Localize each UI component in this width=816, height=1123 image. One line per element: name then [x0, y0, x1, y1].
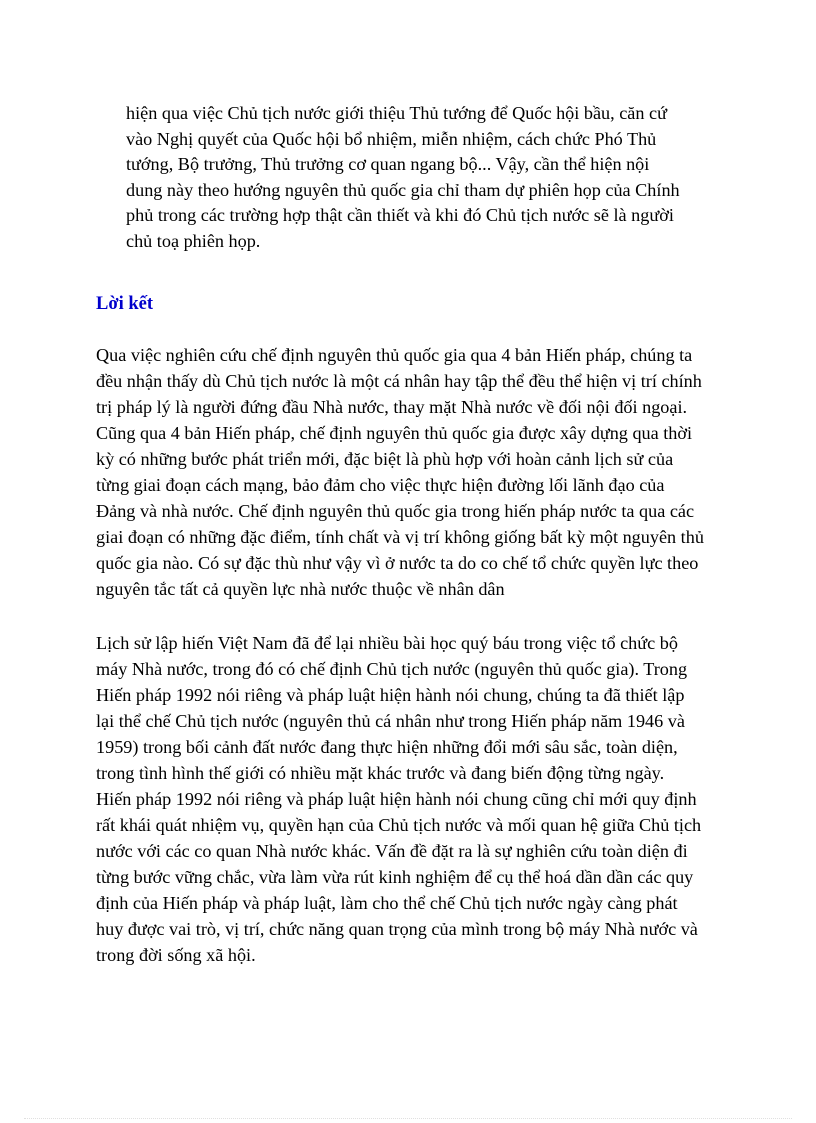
text-line: máy Nhà nước, trong đó có chế định Chủ tịch nước (nguyên thủ quốc gia). Trong: [96, 659, 688, 679]
text-line: định của Hiến pháp và pháp luật, làm cho thể chế Chủ tịch nước ngày càng phát: [96, 893, 678, 913]
text-line: dung này theo hướng nguyên thủ quốc gia chỉ tham dự phiên họp của Chính: [126, 179, 680, 200]
text-line: Cũng qua 4 bản Hiến pháp, chế định nguyên thủ quốc gia được xây dựng qua thời: [96, 423, 693, 443]
text-line: trị pháp lý là người đứng đầu Nhà nước, thay mặt Nhà nước về đối nội đối ngoại.: [96, 397, 688, 417]
text-line: trong tình hình thế giới có nhiều mặt khác trước và đang biến động từng ngày.: [96, 763, 665, 783]
conclusion-paragraph-1: [96, 342, 726, 602]
text-line: tướng, Bộ trưởng, Thủ trưởng cơ quan ngang bộ... Vậy, cần thể hiện nội: [126, 154, 650, 174]
text-line: nguyên tắc tất cả quyền lực nhà nước thuộc về nhân dân: [96, 579, 505, 599]
text-line: Đảng và nhà nước. Chế định nguyên thủ quốc gia trong hiến pháp nước ta qua các: [96, 501, 695, 521]
text-line: lại thể chế Chủ tịch nước (nguyên thủ cá nhân như trong Hiến pháp năm 1946 và: [96, 711, 685, 731]
text-line: hiện qua việc Chủ tịch nước giới thiệu Thủ tướng để Quốc hội bầu, căn cứ: [126, 103, 667, 123]
text-line: vào Nghị quyết của Quốc hội bổ nhiệm, miễn nhiệm, cách chức Phó Thủ: [126, 128, 657, 149]
text-line: Hiến pháp 1992 nói riêng và pháp luật hiện hành nói chung, chúng ta đã thiết lập: [96, 685, 685, 705]
text-line: quốc gia nào. Có sự đặc thù như vậy vì ở nước ta do co chế tổ chức quyền lực theo: [96, 553, 699, 573]
text-line: 1959) trong bối cảnh đất nước đang thực hiện những đổi mới sâu sắc, toàn diện,: [96, 737, 678, 757]
text-line: từng giai đoạn cách mạng, bảo đảm cho việc thực hiện đường lối lãnh đạo của: [96, 475, 665, 495]
text-line: huy được vai trò, vị trí, chức năng quan trọng của mình trong bộ máy Nhà nước và: [96, 919, 698, 939]
section-heading: Lời kết: [96, 294, 154, 314]
page-bottom-divider: [24, 1118, 792, 1119]
conclusion-paragraph-2: [96, 630, 726, 968]
text-line: chủ toạ phiên họp.: [126, 230, 261, 251]
text-line: Lịch sử lập hiến Việt Nam đã để lại nhiều bài học quý báu trong việc tổ chức bộ: [96, 633, 678, 653]
text-line: từng bước vững chắc, vừa làm vừa rút kinh nghiệm để cụ thể hoá dần dần các quy: [96, 867, 694, 887]
text-line: đều nhận thấy dù Chủ tịch nước là một cá nhân hay tập thể đều thể hiện vị trí chính: [96, 371, 702, 391]
text-line: giai đoạn có những đặc điểm, tính chất và vị trí không giống bất kỳ một nguyên thủ: [96, 527, 704, 547]
text-line: trong đời sống xã hội.: [96, 945, 256, 965]
text-line: Hiến pháp 1992 nói riêng và pháp luật hiện hành nói chung cũng chỉ mới quy định: [96, 789, 697, 809]
text-line: Qua việc nghiên cứu chế định nguyên thủ quốc gia qua 4 bản Hiến pháp, chúng ta: [96, 345, 693, 365]
text-line: rất khái quát nhiệm vụ, quyền hạn của Chủ tịch nước và mối quan hệ giữa Chủ tịch: [96, 815, 702, 835]
text-line: kỳ có những bước phát triển mới, đặc biệt là phù hợp với hoàn cảnh lịch sử của: [96, 449, 674, 469]
text-line: phủ trong các trường hợp thật cần thiết và khi đó Chủ tịch nước sẽ là người: [126, 205, 674, 225]
intro-paragraph: [126, 101, 726, 254]
text-line: nước với các co quan Nhà nước khác. Vấn đề đặt ra là sự nghiên cứu toàn diện đi: [96, 841, 688, 861]
